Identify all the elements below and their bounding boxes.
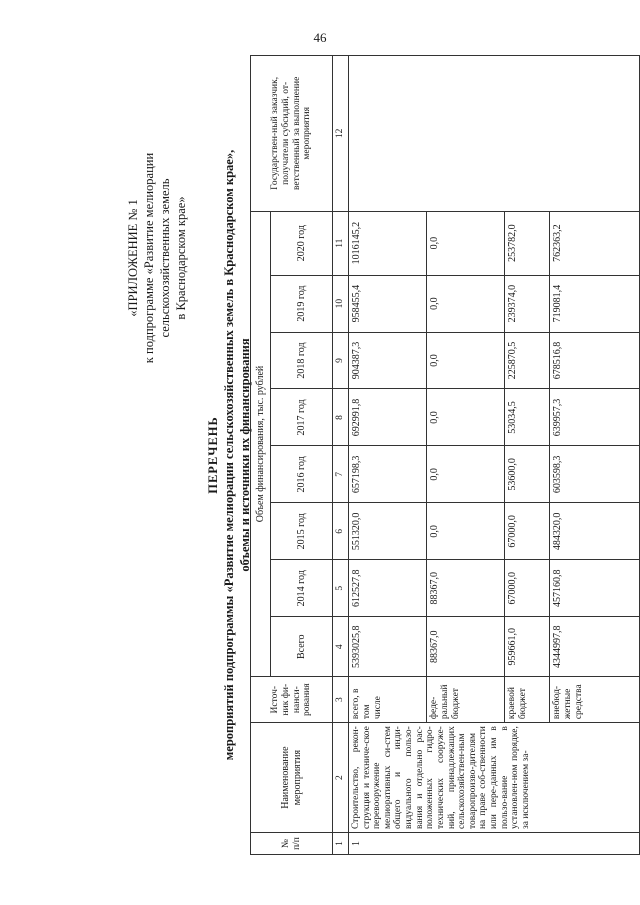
header-num: № п/п (251, 833, 333, 855)
appendix-line: в Краснодарском крае» (174, 196, 188, 320)
funding-source: всего, в том числе (348, 677, 426, 723)
year-value: 0,0 (426, 275, 504, 332)
year-value: 551320,0 (348, 503, 426, 560)
header-year: 2015 год (271, 503, 333, 560)
header-name: Наименование мероприятия (251, 723, 333, 833)
column-number: 5 (333, 560, 349, 617)
customer-cell (348, 56, 639, 212)
year-value: 67000,0 (504, 560, 549, 617)
year-value: 612527,8 (348, 560, 426, 617)
column-number-row (333, 56, 349, 855)
year-value: 239374,0 (504, 275, 549, 332)
year-value: 0,0 (426, 389, 504, 446)
total-value: 88367,0 (426, 617, 504, 677)
column-number: 6 (333, 503, 349, 560)
page-number: 46 (313, 30, 327, 45)
year-value: 692991,8 (348, 389, 426, 446)
year-value: 0,0 (426, 332, 504, 389)
year-value: 484320,0 (549, 503, 639, 560)
rotated-page-content (125, 55, 640, 855)
year-value: 457160,8 (549, 560, 639, 617)
year-value: 603598,3 (549, 446, 639, 503)
appendix-line: сельскохозяйственных земель (158, 178, 172, 338)
year-value: 88367,0 (426, 560, 504, 617)
appendix-title: «ПРИЛОЖЕНИЕ № 1 (126, 199, 140, 317)
column-number: 10 (333, 275, 349, 332)
year-value: 53600,0 (504, 446, 549, 503)
year-value: 67000,0 (504, 503, 549, 560)
heading-line: мероприятий подпрограммы «Развитие мелиорации сельскохозяйственных земель в Краснодарском крае», (222, 149, 236, 761)
column-number: 8 (333, 389, 349, 446)
total-value: 4344997,8 (549, 617, 639, 677)
year-value: 53034,5 (504, 389, 549, 446)
year-value: 678516,8 (549, 332, 639, 389)
year-value: 0,0 (426, 211, 504, 275)
header-source: Источ-ник фи-нанси-рования (251, 677, 333, 723)
header-year: 2014 год (271, 560, 333, 617)
year-value: 904387,3 (348, 332, 426, 389)
measure-name: Строительство, рекон-струкция и техниче-ское перевооружение мелиоративных си-стем общего и инди-видуального пользо-вания и отдельно рас-положенных гидро-технических сооруже-ний, принадлежащих сельскохозяйствен-ным товаропроизво-дителям на праве соб-ственности или пере-данных им в пользо-вание в установлен-ном порядке, за исключением за- (348, 723, 639, 833)
total-value: 5393025,8 (348, 617, 426, 677)
year-value: 0,0 (426, 446, 504, 503)
heading-title: ПЕРЕЧЕНЬ (206, 416, 220, 494)
column-number: 7 (333, 446, 349, 503)
year-value: 762363,2 (549, 211, 639, 275)
year-value: 225870,5 (504, 332, 549, 389)
heading-line: объемы и источники их финансирования (238, 338, 252, 572)
header-customer: Государствен-ный заказчик, получатели субсидий, от-ветственный за выполнение мероприятия (251, 56, 333, 212)
year-value: 1016145,2 (348, 211, 426, 275)
header-year: 2019 год (271, 275, 333, 332)
column-number: 9 (333, 332, 349, 389)
funding-source: краевой бюджет (504, 677, 549, 723)
header-year: 2017 год (271, 389, 333, 446)
column-number: 11 (333, 211, 349, 275)
header-year: 2018 год (271, 332, 333, 389)
year-value: 0,0 (426, 503, 504, 560)
header-total: Всего (271, 617, 333, 677)
header-year: 2016 год (271, 446, 333, 503)
total-value: 959661,0 (504, 617, 549, 677)
row-number: 1 (348, 833, 639, 855)
column-number: 4 (333, 617, 349, 677)
header-volume: Объем финансирования, тыс. рублей (251, 211, 271, 677)
financing-table (250, 55, 640, 855)
year-value: 639957,3 (549, 389, 639, 446)
funding-source: внебюд-жетные средства (549, 677, 639, 723)
table-row (348, 56, 426, 855)
column-number: 3 (333, 677, 349, 723)
appendix-line: к подпрограмме «Развитие мелиорации (142, 152, 156, 364)
year-value: 719081,4 (549, 275, 639, 332)
column-number: 12 (333, 56, 349, 212)
funding-source: феде-ральный бюджет (426, 677, 504, 723)
column-number: 2 (333, 723, 349, 833)
header-year: 2020 год (271, 211, 333, 275)
year-value: 657198,3 (348, 446, 426, 503)
year-value: 253782,0 (504, 211, 549, 275)
year-value: 958455,4 (348, 275, 426, 332)
appendix-block (125, 93, 189, 423)
document-heading (205, 55, 253, 855)
column-number: 1 (333, 833, 349, 855)
